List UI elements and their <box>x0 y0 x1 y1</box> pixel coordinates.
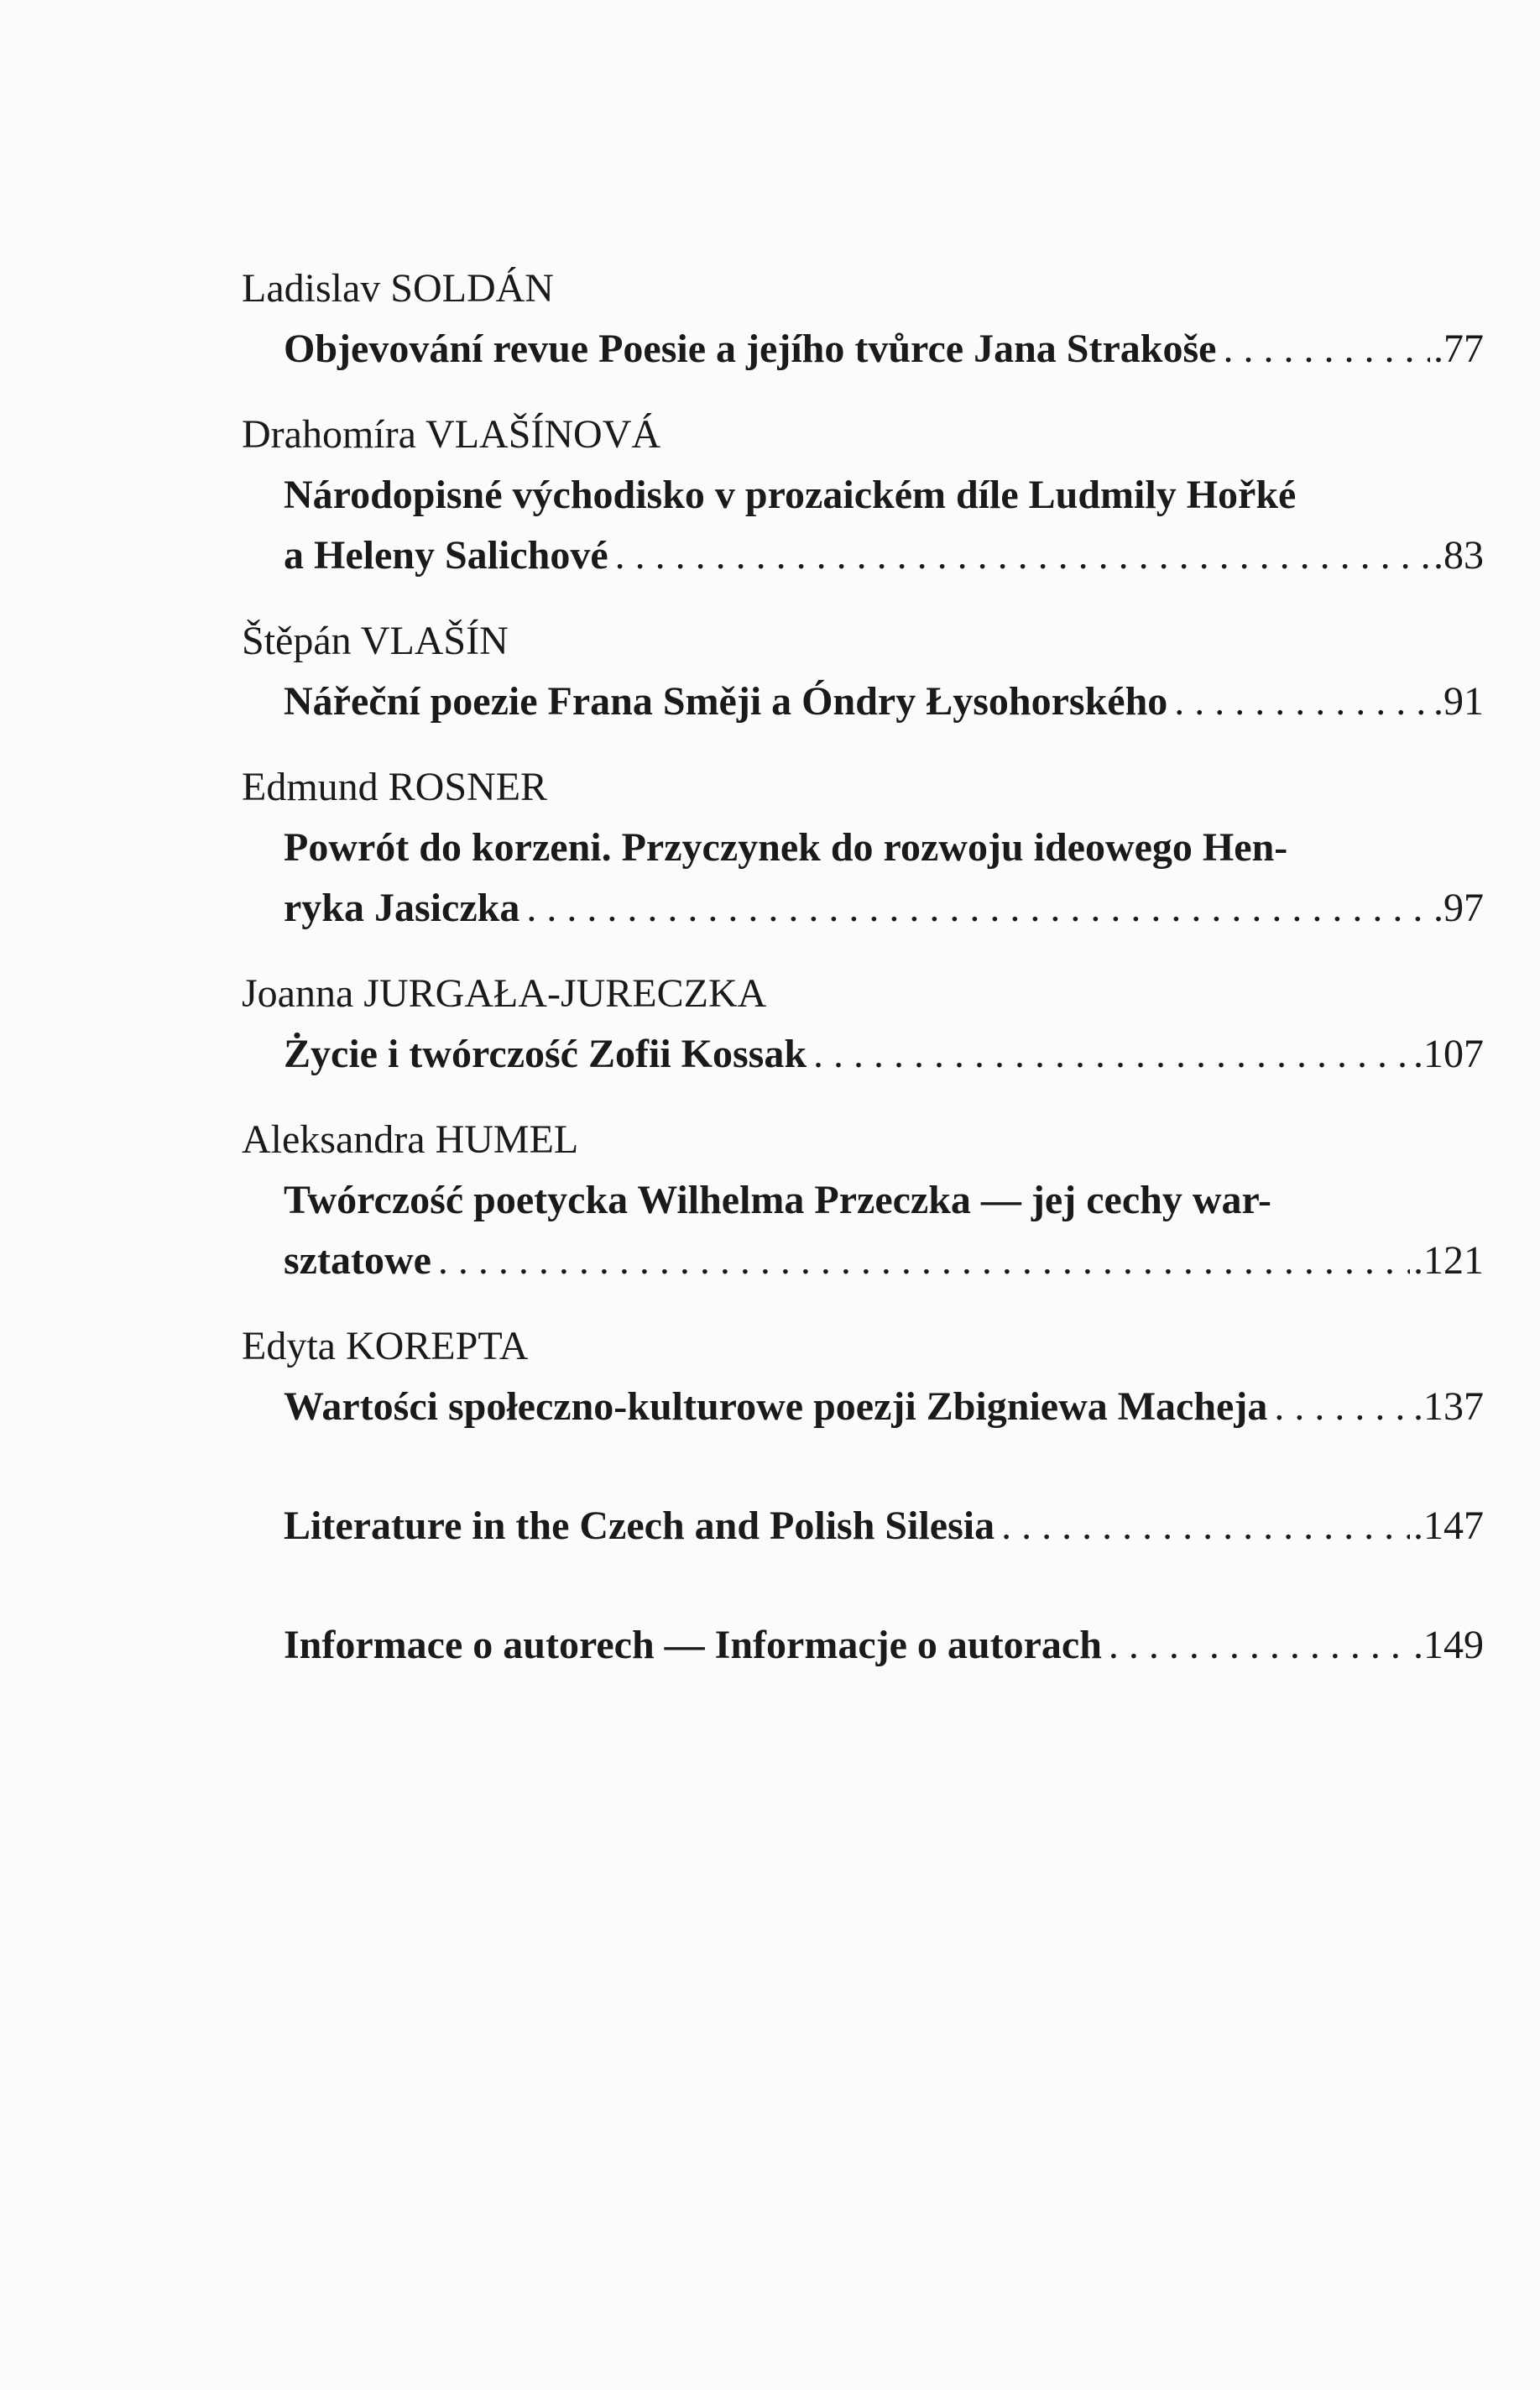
entry-author: Štěpán VLAŠÍN <box>242 619 509 663</box>
entry-author: Drahomíra VLAŠÍNOVÁ <box>242 412 661 457</box>
entry-title-line <box>242 1377 1484 1437</box>
dot-leader <box>526 878 1430 939</box>
toc-entry <box>242 1316 1484 1437</box>
toc-entry <box>242 1496 1484 1556</box>
toc-entry <box>242 611 1484 732</box>
entry-page: .121 <box>1413 1238 1484 1283</box>
entry-title-line <box>242 1615 1484 1676</box>
entry-page: .83 <box>1433 533 1484 578</box>
entry-page: .147 <box>1413 1504 1484 1548</box>
entry-title: Nářeční poezie Frana Směji a Óndry Łysohorského <box>284 679 1168 724</box>
dot-leader <box>1274 1377 1410 1437</box>
toc-entry <box>242 757 1484 939</box>
entry-page: .91 <box>1433 679 1484 724</box>
entry-page: .77 <box>1433 327 1484 371</box>
spacer <box>242 1462 1484 1496</box>
entry-title-line <box>242 319 1484 379</box>
entry-title: Wartości społeczno-kulturowe poezji Zbigniewa Macheja <box>284 1384 1268 1429</box>
entry-title: Národopisné východisko v prozaickém díle Ludmily Hořké <box>284 473 1297 517</box>
entry-title-line <box>242 526 1484 586</box>
table-of-contents <box>242 259 1484 1701</box>
dot-leader <box>615 526 1430 586</box>
toc-entry <box>242 1615 1484 1676</box>
toc-entry <box>242 964 1484 1085</box>
dot-leader <box>438 1231 1410 1291</box>
entry-title-continued: sztatowe <box>284 1238 431 1283</box>
entry-title: Życie i twórczość Zofii Kossak <box>284 1032 807 1076</box>
entry-page: .97 <box>1433 886 1484 930</box>
entry-title-line <box>242 878 1484 939</box>
dot-leader <box>813 1024 1410 1085</box>
entry-author: Aleksandra HUMEL <box>242 1117 579 1162</box>
dot-leader <box>1001 1496 1410 1556</box>
entry-title-line <box>242 1496 1484 1556</box>
entry-title: Objevování revue Poesie a jejího tvůrce Jana Strakoše <box>284 327 1217 371</box>
entry-title: Literature in the Czech and Polish Silesia <box>284 1504 995 1548</box>
entry-title-line <box>242 672 1484 732</box>
entry-title: Twórczość poetycka Wilhelma Przeczka — jej cechy war- <box>284 1178 1271 1222</box>
dot-leader <box>1174 672 1430 732</box>
entry-page: .149 <box>1413 1623 1484 1667</box>
entry-title-continued: a Heleny Salichové <box>284 533 608 578</box>
dot-leader <box>1109 1615 1410 1676</box>
toc-entry <box>242 405 1484 586</box>
entry-title: Powrót do korzeni. Przyczynek do rozwoju ideowego Hen- <box>284 825 1288 870</box>
dot-leader <box>1223 319 1430 379</box>
entry-title-line <box>242 1024 1484 1085</box>
toc-entry <box>242 1110 1484 1291</box>
entry-author: Edmund ROSNER <box>242 765 548 809</box>
entry-title-continued: ryka Jasiczka <box>284 886 520 930</box>
entry-title: Informace o autorech — Informacje o autorach <box>284 1623 1102 1667</box>
spacer <box>242 1582 1484 1615</box>
toc-entry <box>242 259 1484 379</box>
entry-title-line <box>242 1231 1484 1291</box>
entry-author: Joanna JURGAŁA-JURECZKA <box>242 971 767 1016</box>
entry-page: .137 <box>1413 1384 1484 1429</box>
entry-page: .107 <box>1413 1032 1484 1076</box>
entry-author: Edyta KOREPTA <box>242 1324 529 1368</box>
entry-author: Ladislav SOLDÁN <box>242 266 554 311</box>
